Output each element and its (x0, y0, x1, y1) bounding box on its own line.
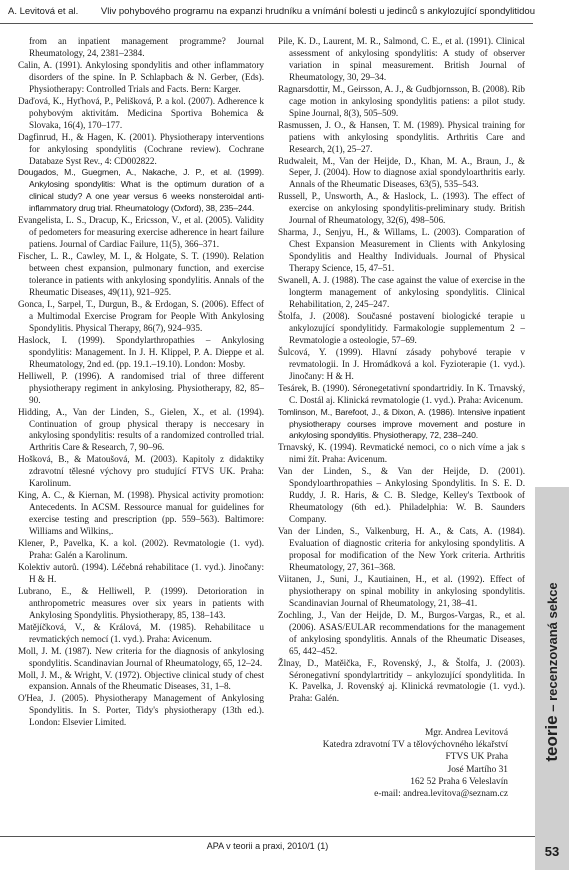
reference-entry: Klener, P., Pavelka, K. a kol. (2002). Revmatologie (1. vyd). Praha: Galén a Karolinum. (18, 538, 264, 560)
reference-entry: King, A. C., & Kiernan, M. (1998). Physical activity promotion: Antecedents. In ACSM. Ressource manual for guidelines for exercise testing and prescription (pp. 559–563). Baltimore: Williams and Wilkins,. (18, 490, 264, 537)
reference-entry: Hidding, A., Van der Linden, S., Gielen, X., et al. (1994). Continuation of group physical therapy is neccesary in ankylosing spondylitis: results of a randomized controlled trial. Arthritis Care & Research, 7, 90–96. (18, 406, 264, 453)
reference-entry: Pile, K. D., Laurent, M. R., Salmond, C. E., et al. (1991). Clinical assessment of ankylosing spondylitis: A study of observer variation in spinal measurement. British Journal of Rheumatology, 30, 29–34. (278, 36, 525, 82)
author-contact-block (278, 727, 508, 800)
header-rule (0, 23, 533, 24)
author-line: 162 52 Praha 6 Veleslavín (410, 776, 508, 787)
reference-entry: Evangelista, L. S., Dracup, K., Ericsson, V., et al. (2005). Validity of pedometers for measuring exercise adherence in heart failure patiens. Journal of Cardiac Failure, 11(5), 366–371. (18, 215, 264, 250)
section-label (542, 582, 562, 761)
running-header (0, 0, 569, 24)
author-line: José Martího 31 (447, 764, 508, 775)
reference-entry: Russell, P., Unsworth, A., & Haslock, L. (1993). The effect of exercise on ankylosing spondylitis-preliminary study. British Journal of Rheumatology, 32(6), 498–506. (278, 191, 525, 226)
page-number: 53 (544, 844, 560, 859)
reference-entry: Tomlinson, M., Barefoot, J., & Dixon, A. (1986). Intensive inpatient physiotherapy courses improve movement and posture in ankylosing spondylitis. Physiotherapy, 72, 238–240. (278, 406, 525, 441)
reference-entry: Sharma, J., Senjyu, H., & Willams, L. (2003). Comparation of Chest Expansion Measurement in Clients with Ankylosing Spondylitis and Healthy Individuals. Journal of Physical Therapy Science, 15, 47–51. (278, 227, 525, 274)
reference-entry: Lubrano, E., & Helliwell, P. (1999). Detorioration in anthropometric measures over six years in patients with Ankylosing Spondylitis. Physiotherapy, 85, 138–143. (18, 585, 264, 620)
reference-entry: Ragnarsdottir, M., Geirsson, A. J., & Gudbjornsson, B. (2008). Rib cage motion in ankylosing spondylitis patiens: a pilot study. Spine Journal, 8(3), 505–509. (278, 83, 525, 118)
reference-entry: from an inpatient management programme? Journal Rheumatology, 24, 2381–2384. (29, 36, 264, 58)
reference-entry: Kolektiv autorů. (1994). Léčebná rehabilitace (1. vyd.). Jinočany: H & H. (18, 561, 264, 584)
header-title: Vliv pohybového programu na expanzi hrudníku a vnímání bolesti u jedinců s ankylozující spondylitidou (100, 6, 535, 17)
references-left-column (18, 36, 264, 729)
reference-entry: Viitanen, J., Suni, J., Kautiainen, H., et al. (1992). Effect of physiotherapy on spinal mobility in ankylosing spondylitis. Scandinavian Journal of Rheumatology, 21, 38–41. (278, 573, 525, 608)
author-line: Katedra zdravotní TV a tělovýchovného lékařství (322, 740, 508, 751)
reference-entry: Hošková, B., & Matoušová, M. (2003). Kapitoly z didaktiky zdravotní tělesné výchovy pro studující FTVS UK. Praha: Karolinum. (18, 454, 264, 489)
reference-entry: Žlnay, D., Matěička, F., Rovenský, J., & Štolfa, J. (2003). Séronegativní spondylartritidy – ankylozující spondylitida. In K. Pavelka, J. Rovenský aj. Klinická revmatologie (1. vyd.). Praha: Galén. (278, 657, 525, 704)
reference-entry: Dagfinrud, H., & Hagen, K. (2001). Physiotherapy interventions for ankylosing spondylitis (Cochrane review). Cochrane Databaze Syst Rev., 4: CD002822. (18, 131, 264, 166)
reference-entry: Rudwaleit, M., Van der Heijde, D., Khan, M. A., Braun, J., & Seper, J. (2004). How to diagnose axial spondyloarthritis early. Annals of the Rheumatic Diseases, 63(5), 535–543. (278, 155, 525, 190)
references-right-column (278, 36, 525, 705)
reference-entry: Moll, J. M., & Wright, V. (1972). Objective clinical study of chest expansion. Annals of the Rheumatic Diseases, 31, 1–8. (18, 669, 264, 692)
section-label-sub: recenzovaná sekce (545, 582, 560, 701)
reference-entry: Van der Linden, S., Valkenburg, H. A., & Cats, A. (1984). Evaluation of diagnostic criteria for ankylosing spondylitis. A proposal for modification of the New York criteria. Arthritis Rheumatology, 27, 361–368. (278, 526, 525, 572)
reference-entry: Matějíčková, V., & Králová, M. (1985). Rehabilitace u revmatických nemocí (1. vyd.). Praha: Avicenum. (18, 621, 264, 644)
reference-entry: Šulcová, Y. (1999). Hlavní zásady pohybové terapie v revmatologii. In J. Hromádková a kol. Fyzioterapie (1. vyd.). Jinočany: H & H. (278, 346, 525, 381)
reference-entry: Daďová, K., Hyťhová, P., Pelišková, P. a kol. (2007). Adherence k pohybovým aktivitám. Medicina Sportiva Bohemica & Slovaka, 16(4), 170–177. (18, 95, 264, 130)
section-sidebar (535, 487, 569, 870)
reference-entry: Tesárek, B. (1990). Séronegetativní spondartridiy. In K. Trnavský, C. Dostál aj. Klinická revmatologie (1. vyd.). Praha: Avicenum. (278, 382, 525, 405)
reference-entry: Zochling, J., Van der Heijde, D. M., Burgos-Vargas, R., et al. (2006). ASAS/EULAR recommendations for the management of ankylosing spondylitis. Annals of the Rheumatic Diseases, 65, 442–452. (278, 609, 525, 656)
journal-footer: APA v teorii a praxi, 2010/1 (1) (206, 841, 329, 851)
reference-entry: Haslock, I. (1999). Spondylarthropathies – Ankylosing spondylitis: Management. In J. H. Klippel, P. A. Dieppe et al. Rheumatology, 2nd ed. (pp. 19.1.–19.10). London: Mosby. (18, 334, 264, 369)
header-authors: A. Levitová et al. (8, 6, 79, 17)
reference-entry: Calin, A. (1991). Ankylosing spondylitis and other inflammatory disorders of the spine. In P. Schlapbach & N. Gerber, (Eds). Physiotherapy: Controlled Trials and Facts. Bern: Karger. (18, 59, 264, 94)
author-line: FTVS UK Praha (445, 752, 508, 763)
reference-entry: Trnavský, K. (1994). Revmatické nemoci, co o nich víme a jak s nimi žít. Praha: Avicenum. (278, 442, 525, 465)
reference-entry: Gonca, I., Sarpel, T., Durgun, B., & Erdogan, S. (2006). Effect of a Multimodal Exercise Program for People With Ankylosing Spondylitis. Physical Therapy, 86(7), 924–935. (18, 298, 264, 333)
reference-entry: Dougados, M., Guegmen, A., Nakache, J. P., et al. (1999). Ankylosing spondylitis: What is the optimum duration of a clinical study? A one year versus 6 weeks nonsteroidal anti-inflammatory drug trial. Rheumatology (Oxford), 38, 235–244. (18, 167, 264, 214)
reference-entry: Helliwell, P. (1996). A randomised trial of three different physiotherapy regiment in ankylosing. Physiotherapy, 82, 85–90. (18, 370, 264, 405)
reference-entry: Moll, J. M. (1987). New criteria for the diagnosis of ankylosing spondylitis. Scandinavian Journal of Rheumatology, 65, 12–24. (18, 645, 264, 668)
reference-entry: Swanell, A. J. (1988). The case against the value of exercise in the longterm management of ankylosing spondylitis. Clinical Rehabilitation, 2, 245–247. (278, 275, 525, 309)
reference-entry: Štolfa, J. (2008). Současné postavení biologické terapie u ankylozující spondylitidy. Farmakologie supplementum 2 – Revmatologie a osteologie, 57–69. (278, 310, 525, 345)
author-email[interactable]: e-mail: andrea.levitova@seznam.cz (374, 789, 508, 800)
reference-entry: O'Hea, J. (2005). Physiotherapy Management of Ankylosing Spondylitis. In S. Porter, Tidy's physiotherapy (13th ed.). London: Elsevier Limited. (18, 693, 264, 728)
author-line: Mgr. Andrea Levitová (424, 728, 508, 738)
section-label-main: teorie (542, 715, 561, 762)
reference-entry: Rasmussen, J. O., & Hansen, T. M. (1989). Physical training for patiens with ankylosing spondylitis. Arthritis Care and Research, 2(1), 25–27. (278, 119, 525, 154)
footer-rule (0, 836, 535, 837)
reference-entry: Van der Linden, S., & Van der Heijde, D. (2001). Spondyloarthropathies – Ankylosing Spondylitis. In S. E. D. Ruddy, J. R. Haris, & C. B. Sledge, Kelley's Textbook of Rheumatology (6th ed.). Philadelphia: W. B. Saunders Company. (278, 466, 525, 525)
reference-entry: Fischer, L. R., Cawley, M. I., & Holgate, S. T. (1990). Relation between chest expansion, pulmonary function, and exercise tolerance in patients with ankylosing spondylitis. Annals of the Rheumatic Diseases, 49(11), 921–925. (18, 251, 264, 298)
section-label-dash: – (545, 704, 560, 712)
